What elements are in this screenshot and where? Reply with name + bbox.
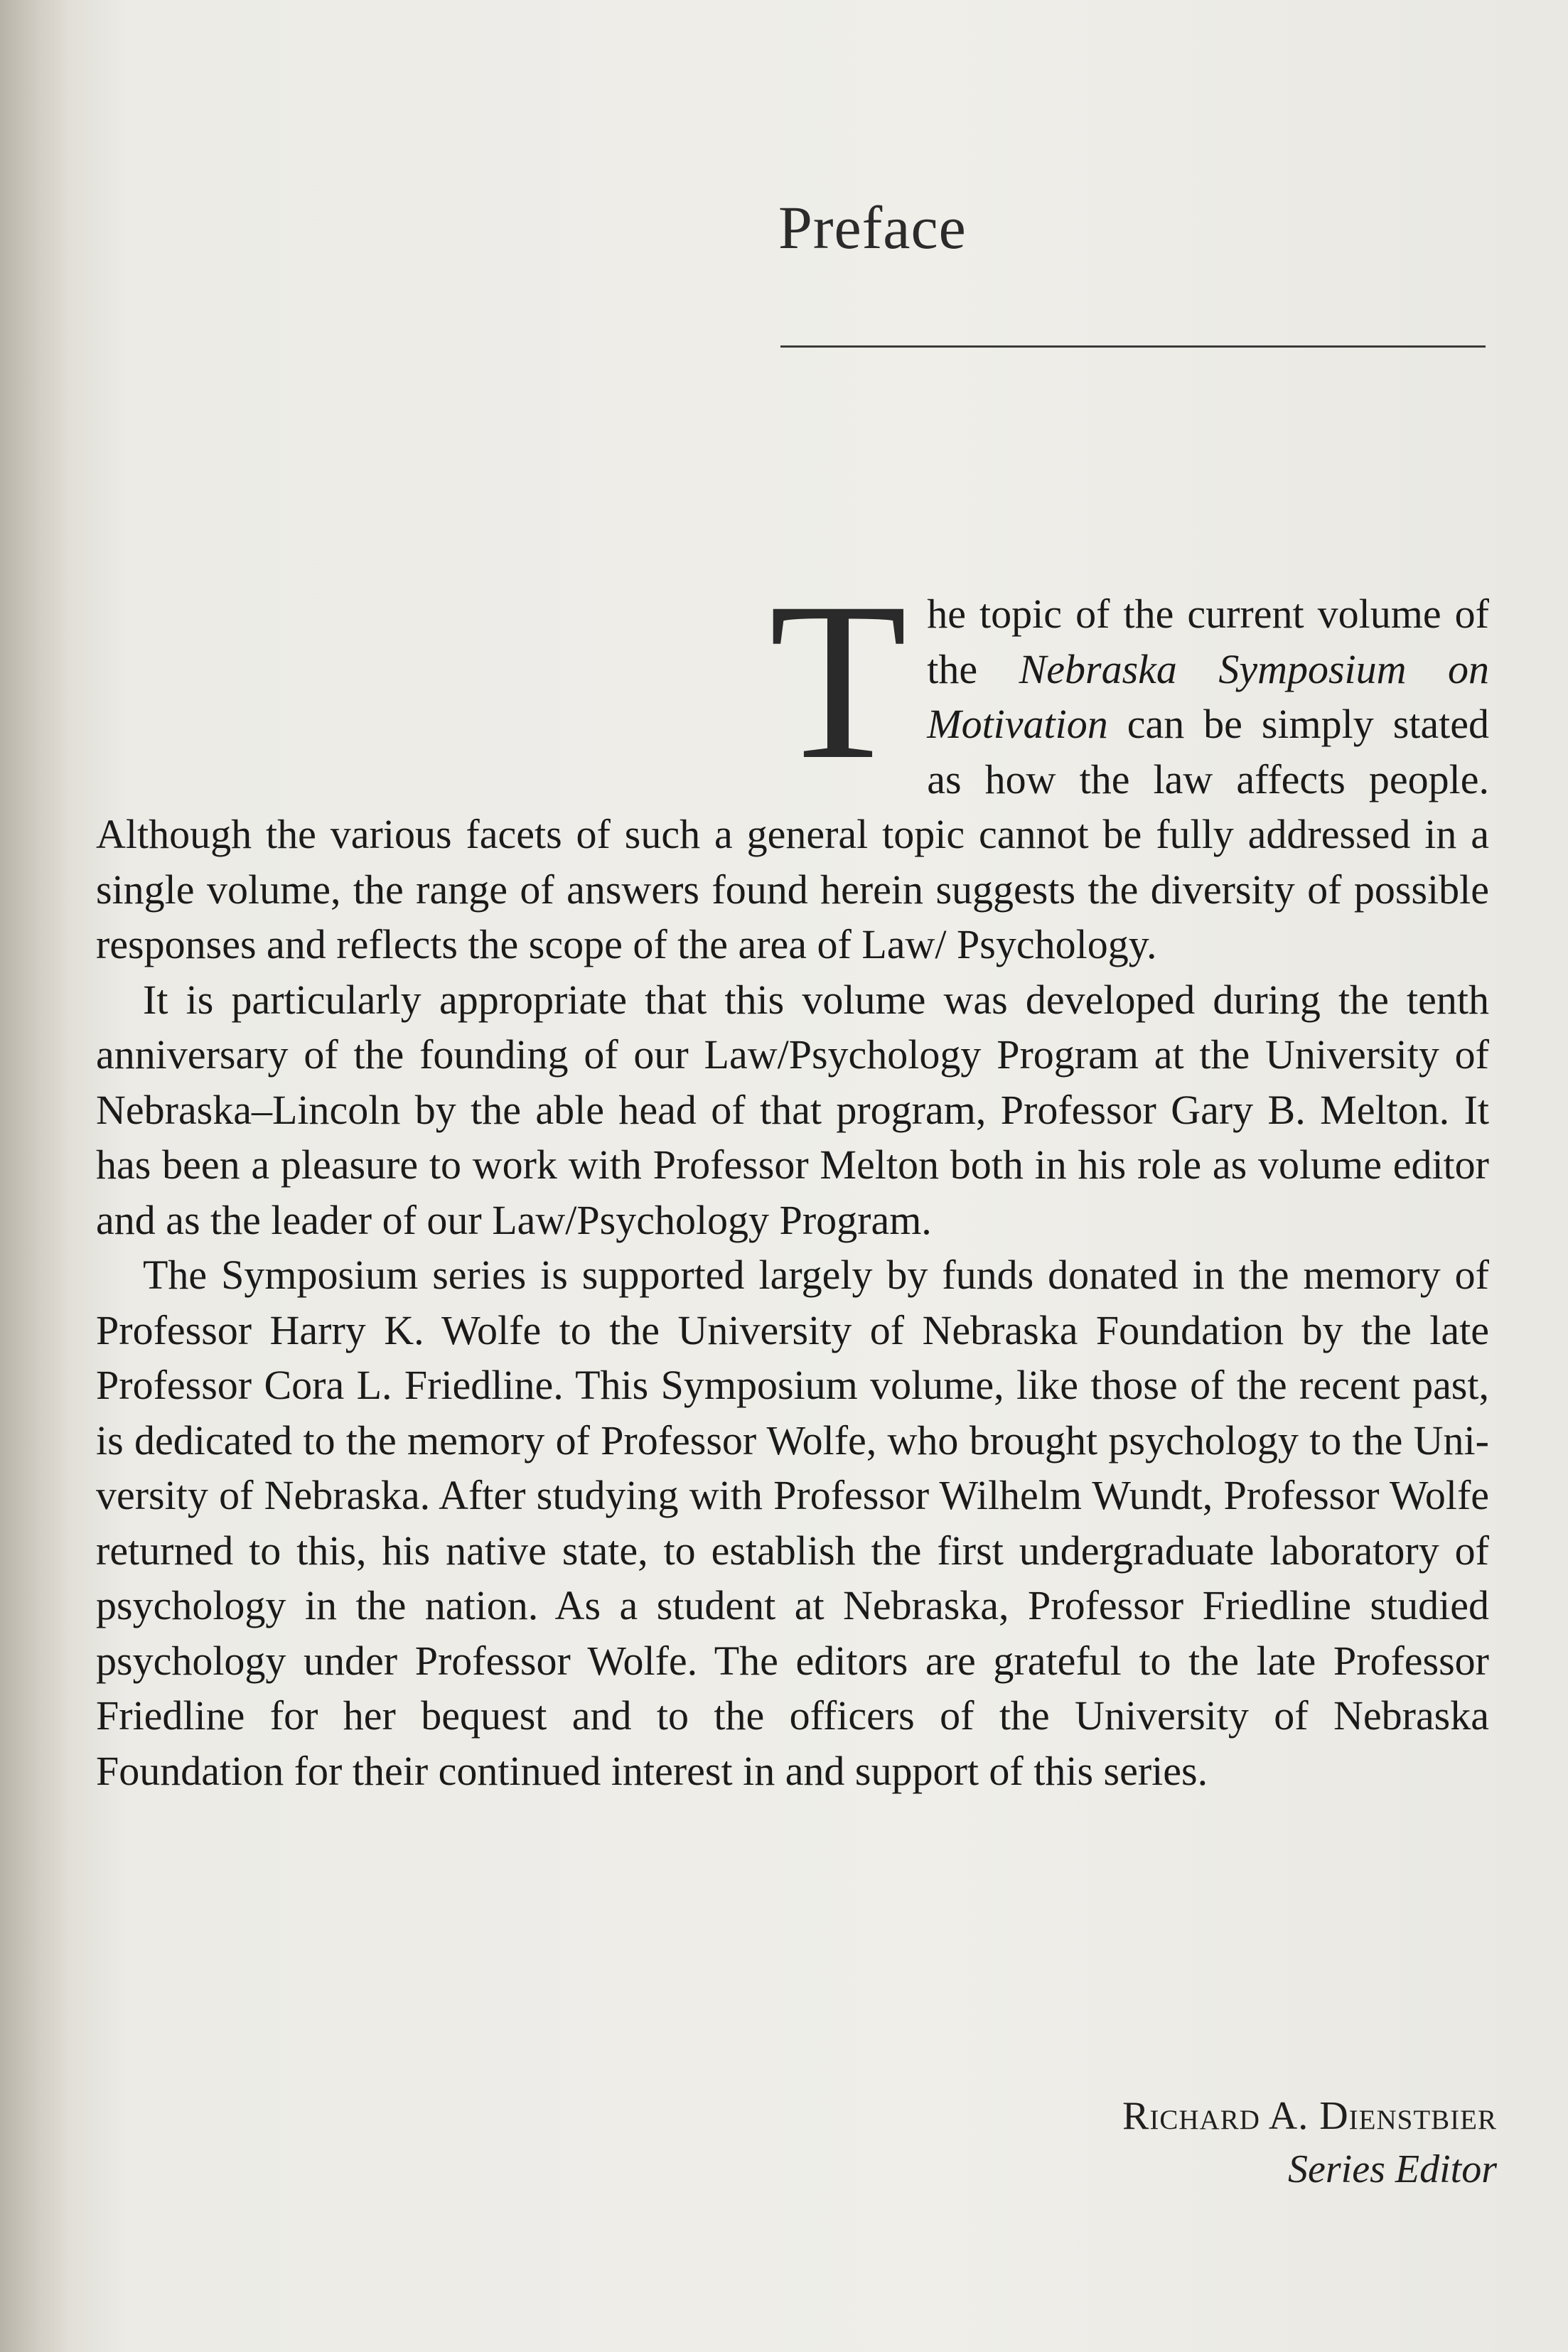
paragraph-3: The Symposium series is supported largely by funds donated in the memory of Professor Harry K. Wolfe to the University of Nebraska Foundation by the late Professor Cora L. Friedline. This Symposium volume, like those of the recent past, is dedicated to the memory of Professor Wolfe, who brought psychology to the University of Nebraska. After studying with Professor Wilhelm Wundt, Professor Wolfe returned to this, his native state, to establish the first undergraduate laboratory of psychology in the nation. As a student at Nebraska, Professor Friedline studied psychology under Professor Wolfe. The editors are grateful to the late Professor Friedline for her bequest and to the officers of the University of Nebraska Foundation for their continued interest in and support of this series. bbox=[96, 1252, 1489, 1794]
series-title-italic: Nebraska Symposium on Motivation bbox=[927, 645, 1490, 747]
title-rule-divider bbox=[780, 345, 1486, 348]
paragraph-1 bbox=[96, 556, 1490, 972]
book-gutter-shadow bbox=[0, 0, 68, 2352]
paragraph-1-text-b: can be simply stated as how the law affects people. Although the various facets of such a general topic cannot be fully addressed in a single volume, the range of answers found herein suggests the diversity of possible responses and reflects the scope of the area of Law/ Psychology. bbox=[96, 701, 1489, 967]
drop-cap-letter: T bbox=[769, 556, 908, 806]
paragraph-1-text-a: he topic of the current volume of the bbox=[927, 591, 1489, 692]
signature-block bbox=[1122, 2091, 1497, 2198]
preface-body bbox=[96, 556, 1490, 1798]
page-title: Preface bbox=[778, 193, 967, 262]
signature-name: Richard A. Dienstbier bbox=[1122, 2094, 1497, 2138]
signature-role: Series Editor bbox=[1288, 2147, 1497, 2191]
paragraph-2: It is particularly appropriate that this volume was developed during the tenth anniversary of the founding of our Law/Psychology Program at the University of Nebraska–Lincoln by the able head of that program, Professor Gary B. Melton. It has been a pleasure to work with Professor Melton both in his role as volume editor and as the leader of our Law/Psychology Program. bbox=[96, 976, 1489, 1243]
